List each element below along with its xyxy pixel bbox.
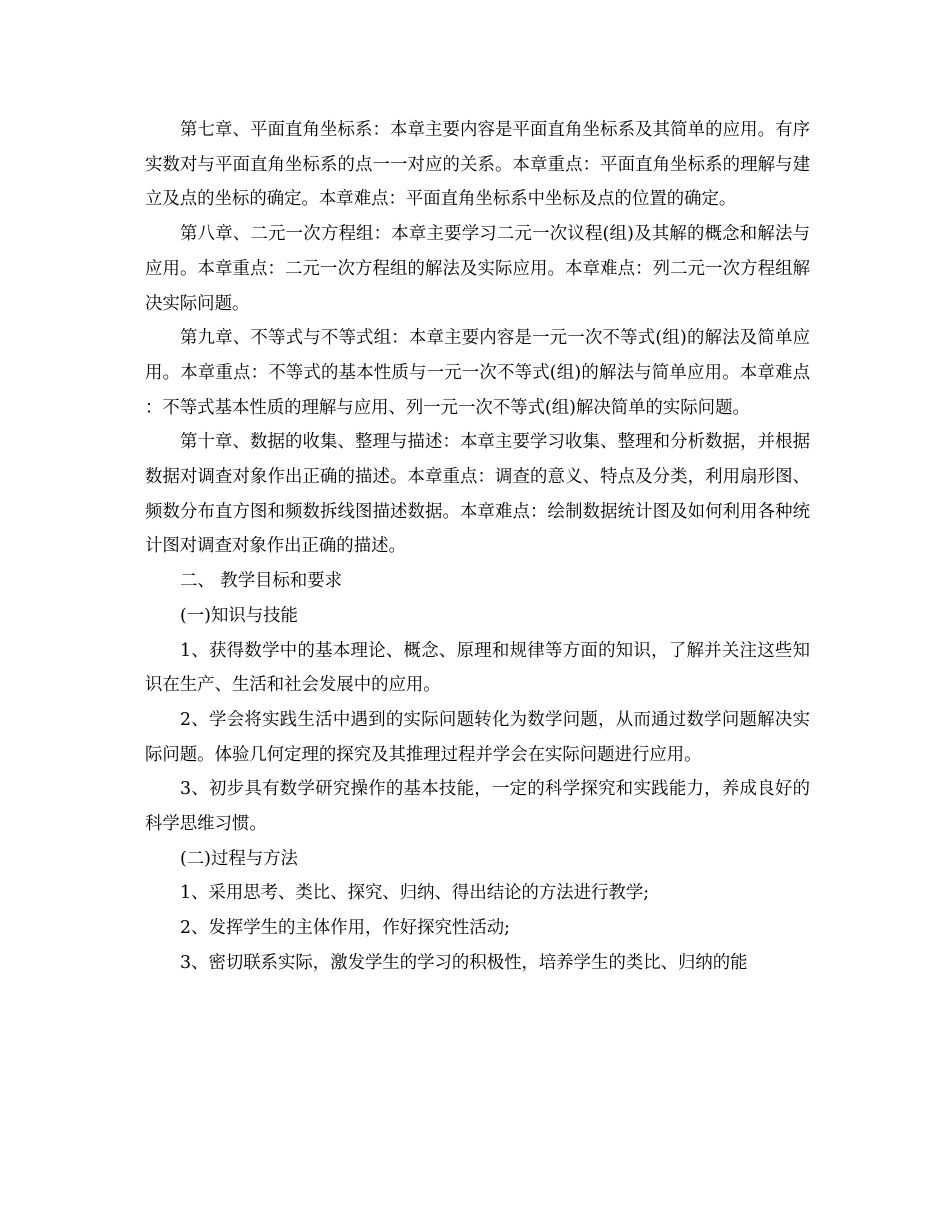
subsection-heading-process: (二)过程与方法 [180,848,298,869]
paragraph-chapter-9: 第九章、不等式与不等式组：本章主要内容是一元一次不等式(组)的解法及简单应用。本章重点：不等式的基本性质与一元一次不等式(组)的解法与简单应用。本章难点：不等式基本性质的理解与应用、列一元一次不等式(组)解决简单的实际问题。 [145,328,810,418]
list-item-knowledge-3: 3、初步具有数学研究操作的基本技能，一定的科学探究和实践能力，养成良好的科学思维习惯。 [145,779,810,835]
list-item-process-2: 2、发挥学生的主体作用，作好探究性活动; [180,918,510,939]
paragraph-chapter-8: 第八章、二元一次方程组：本章主要学习二元一次议程(组)及其解的概念和解法与应用。本章重点：二元一次方程组的解法及实际应用。本章难点：列二元一次方程组解决实际问题。 [145,224,810,314]
list-item-knowledge-2: 2、学会将实践生活中遇到的实际问题转化为数学问题，从而通过数学问题解决实际问题。体验几何定理的探究及其推理过程并学会在实际问题进行应用。 [145,709,810,765]
document-page [145,113,810,981]
paragraph-chapter-10: 第十章、数据的收集、整理与描述：本章主要学习收集、整理和分析数据，并根据数据对调查对象作出正确的描述。本章重点：调查的意义、特点及分类，利用扇形图、频数分布直方图和频数拆线图描述数据。本章难点：绘制数据统计图及如何利用各种统计图对调查对象作出正确的描述。 [145,432,810,557]
list-item-process-3: 3、密切联系实际，激发学生的学习的积极性，培养学生的类比、归纳的能 [180,952,748,973]
list-item-process-1: 1、采用思考、类比、探究、归纳、得出结论的方法进行教学; [180,883,650,904]
paragraph-chapter-7: 第七章、平面直角坐标系：本章主要内容是平面直角坐标系及其简单的应用。有序实数对与平面直角坐标系的点一一对应的关系。本章重点：平面直角坐标系的理解与建立及点的坐标的确定。本章难点：平面直角坐标系中坐标及点的位置的确定。 [145,120,810,210]
list-item-knowledge-1: 1、获得数学中的基本理论、概念、原理和规律等方面的知识，了解并关注这些知识在生产、生活和社会发展中的应用。 [145,640,810,696]
subsection-heading-knowledge: (一)知识与技能 [180,605,298,626]
section-heading-goals: 二、 教学目标和要求 [180,571,343,592]
